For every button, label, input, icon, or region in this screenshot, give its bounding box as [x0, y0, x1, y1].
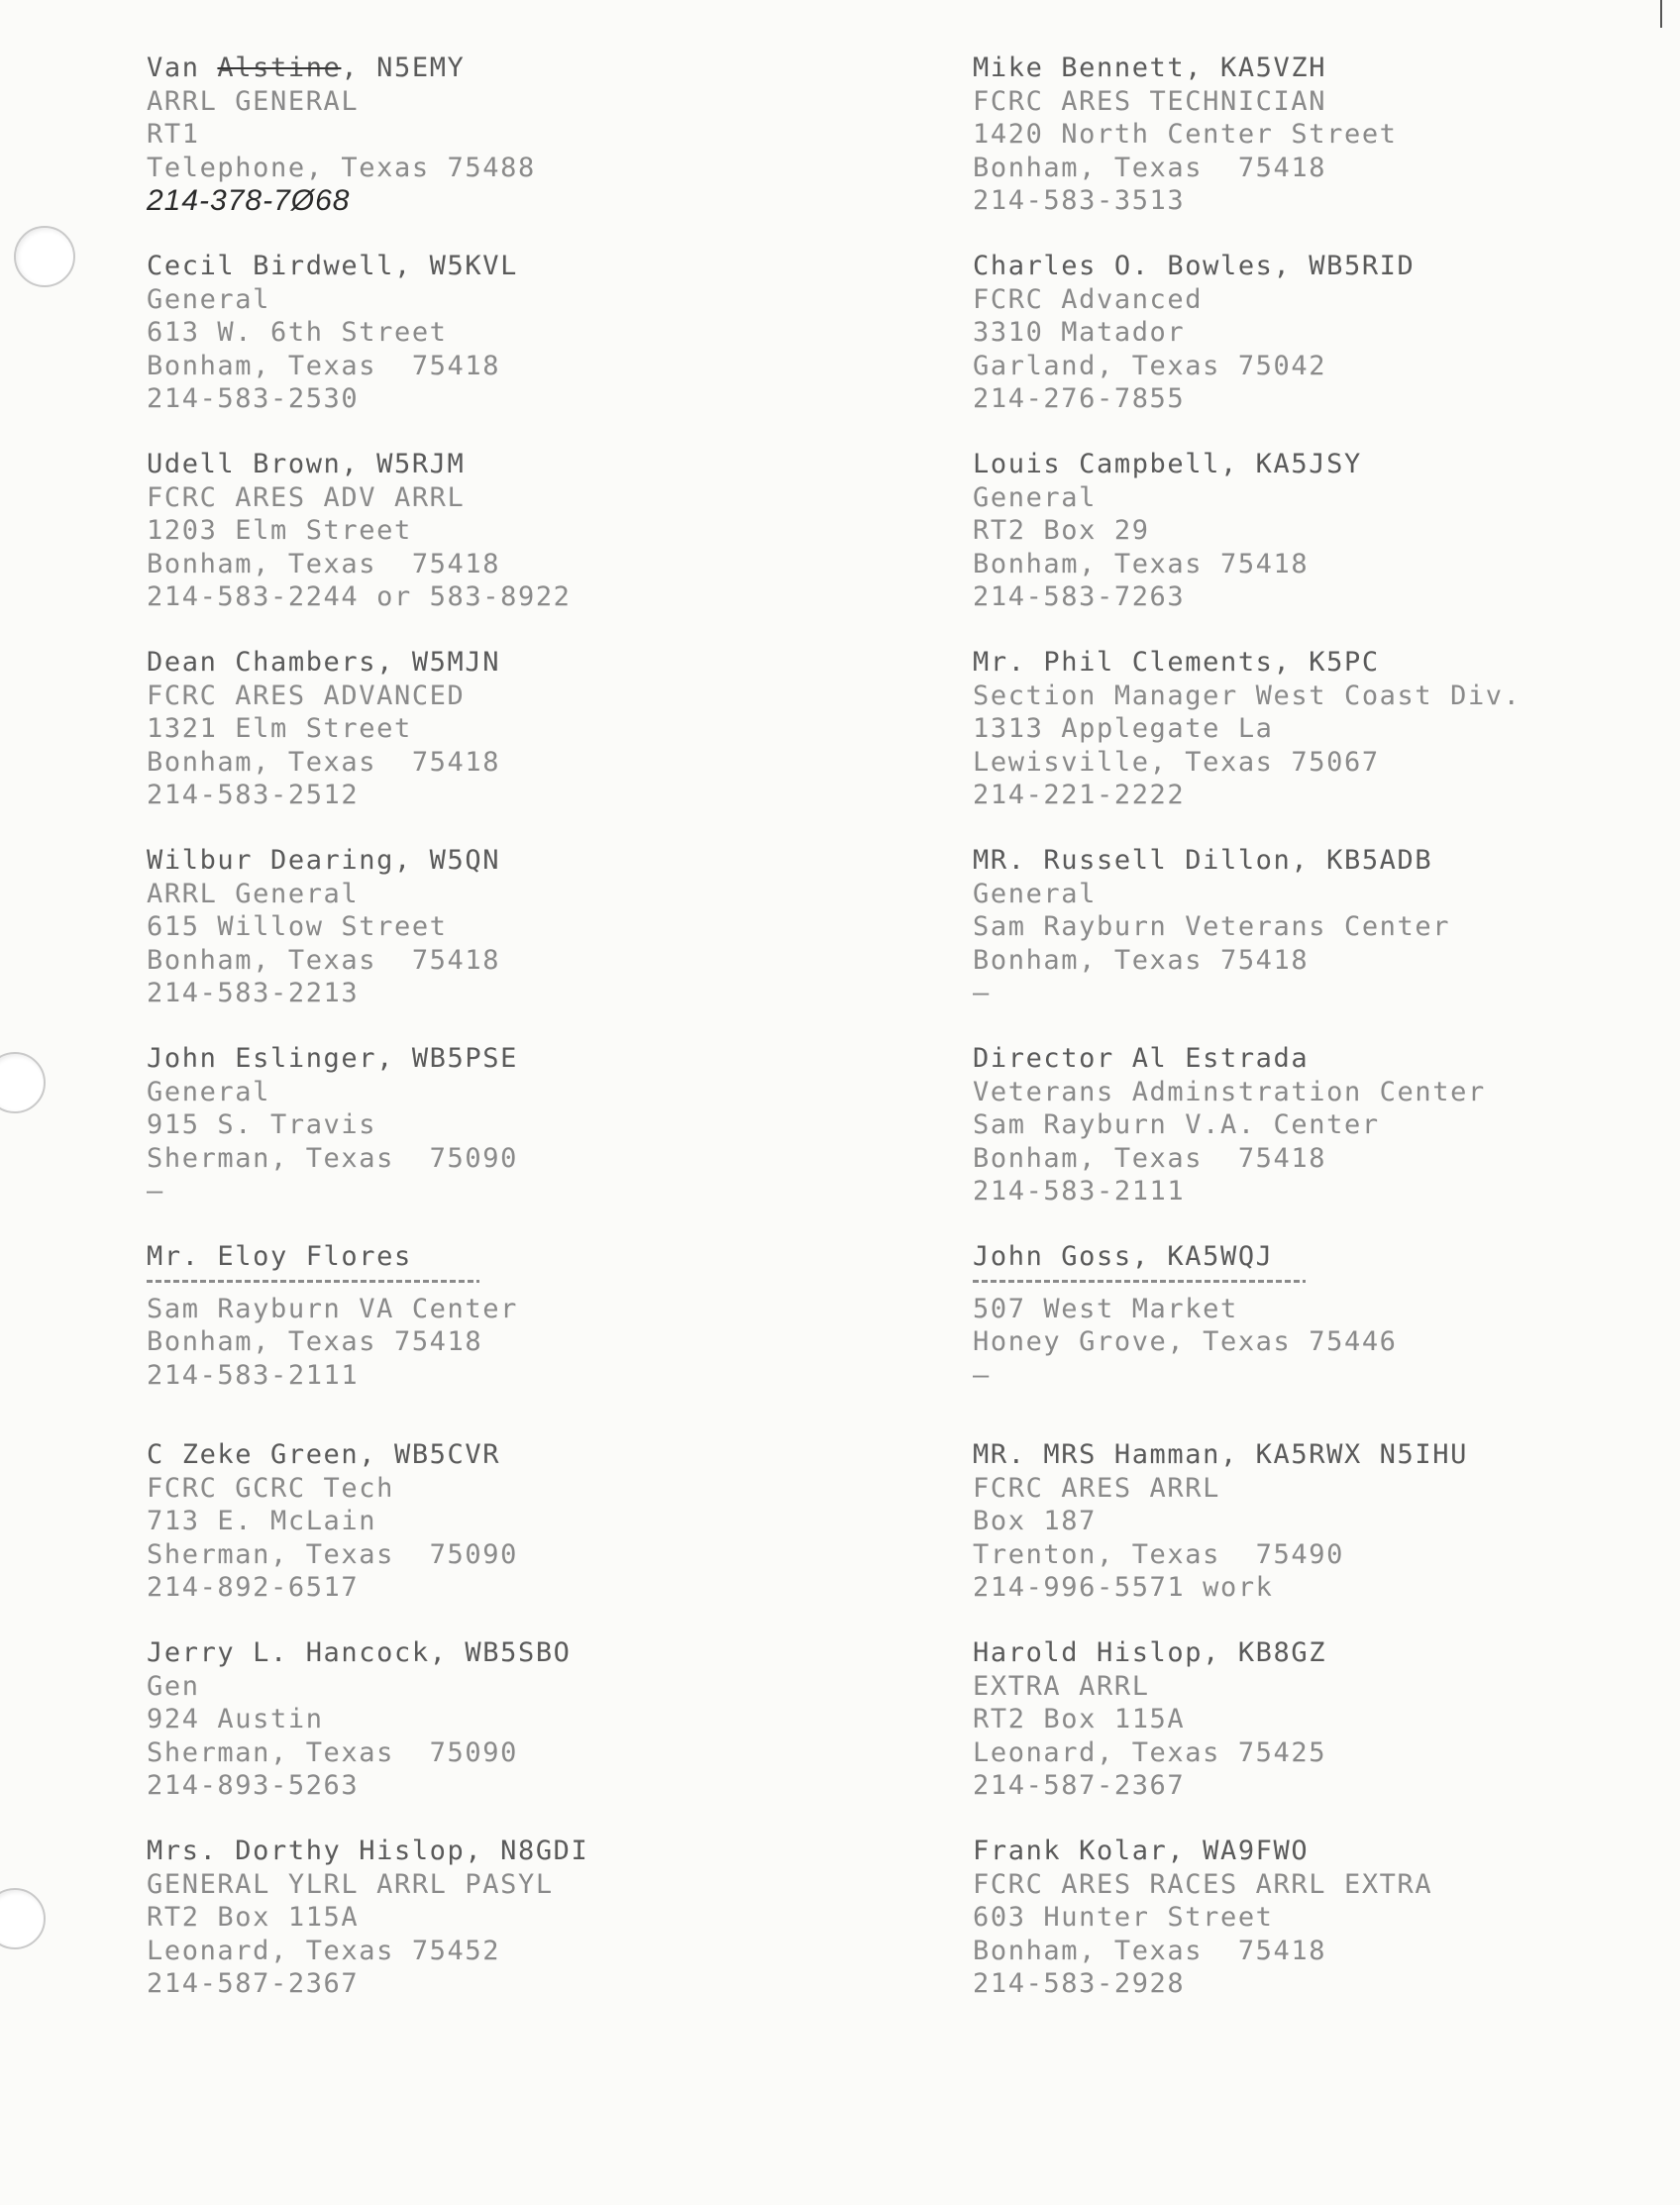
entry-name-line: MR. MRS Hamman, KA5RWX N5IHU	[973, 1439, 1468, 1470]
entry-name-line: Cecil Birdwell, W5KVL	[147, 251, 518, 281]
struck-name-text: Alstine	[217, 52, 342, 83]
left-entry	[147, 1636, 781, 1803]
entry-name-line: MR. Russell Dillon, KB5ADB	[973, 845, 1433, 876]
entry-address-line: Box 187	[973, 1506, 1097, 1536]
entry-city-line: Sherman, Texas 75090	[147, 1736, 518, 1768]
entry-name-line: Frank Kolar, WA9FWO	[973, 1836, 1310, 1866]
left-entry	[147, 250, 781, 416]
entry-license-line: FCRC ARES ADVANCED	[147, 680, 466, 711]
entry-city-line: Bonham, Texas 75418	[973, 944, 1310, 976]
entry-license-line: General	[973, 481, 1097, 513]
left-entry	[147, 646, 781, 812]
right-entry	[973, 52, 1607, 218]
punch-hole-middle	[0, 1052, 46, 1113]
entry-name-line: Wilbur Dearing, W5QN	[147, 845, 501, 876]
entry-phone-line: —	[973, 978, 991, 1008]
entry-phone-line: 214-583-3513	[973, 185, 1186, 216]
handwritten-phone: 214-378-7Ø68	[147, 184, 351, 217]
dotted-underline	[147, 1280, 479, 1283]
entry-city-line: Bonham, Texas 75418	[973, 1935, 1327, 1966]
entry-city-line: Sherman, Texas 75090	[147, 1142, 518, 1174]
edge-mark	[1660, 0, 1662, 28]
entry-address-line: 613 W. 6th Street	[147, 317, 448, 348]
entry-phone-line: 214-587-2367	[147, 1968, 360, 1999]
entry-city-line: Lewisville, Texas 75067	[973, 746, 1380, 778]
entry-phone-line: 214-892-6517	[147, 1572, 360, 1603]
entry-city-line: Bonham, Texas 75418	[147, 548, 501, 579]
entry-name-line: Mike Bennett, KA5VZH	[973, 52, 1327, 83]
entry-phone-line: 214-583-7263	[973, 581, 1186, 612]
entry-name-line	[147, 52, 781, 85]
left-entry	[147, 1835, 781, 2001]
left-entry	[147, 1438, 781, 1605]
left-entry	[147, 448, 781, 614]
entry-city-line: Trenton, Texas 75490	[973, 1538, 1344, 1570]
right-entry	[973, 250, 1607, 416]
dotted-underline	[973, 1280, 1306, 1283]
right-entry	[973, 646, 1607, 812]
entry-name-line: Dean Chambers, W5MJN	[147, 647, 501, 678]
right-entry	[973, 1042, 1607, 1208]
punch-hole-top	[14, 226, 75, 287]
entry-license-line: FCRC ARES ADV ARRL	[147, 481, 466, 513]
entry-name-line: Harold Hislop, KB8GZ	[973, 1637, 1327, 1668]
entry-address-line: 915 S. Travis	[147, 1109, 377, 1140]
entry-city-line: Bonham, Texas 75418	[973, 548, 1310, 579]
name-text: Van	[147, 52, 218, 83]
right-entry	[973, 844, 1607, 1010]
right-entry	[973, 1240, 1607, 1392]
entry-address-line: 1313 Applegate La	[973, 713, 1274, 744]
entry-license-line: FCRC ARES ARRL	[973, 1472, 1220, 1504]
entry-city-line: Bonham, Texas 75418	[147, 944, 501, 976]
entry-license-line: ARRL General	[147, 878, 360, 909]
entry-address-line: 1203 Elm Street	[147, 515, 412, 546]
entry-name-line: Louis Campbell, KA5JSY	[973, 449, 1362, 479]
entry-phone-line: 214-221-2222	[973, 780, 1186, 810]
entry-phone-line: —	[973, 1359, 991, 1391]
entry-license-line: FCRC Advanced	[973, 283, 1204, 315]
entry-license-line: General	[147, 283, 270, 315]
entry-license-line: ARRL GENERAL	[147, 85, 360, 117]
left-entry	[147, 52, 781, 218]
entry-city-line: Bonham, Texas 75418	[147, 350, 501, 381]
right-entry	[973, 1438, 1607, 1605]
entry-address-line: 1321 Elm Street	[147, 713, 412, 744]
left-entry	[147, 844, 781, 1010]
entry-name-line: John Eslinger, WB5PSE	[147, 1043, 518, 1074]
right-entry	[973, 448, 1607, 614]
entry-address-line: RT2 Box 115A	[147, 1902, 360, 1933]
entry-name-line: Udell Brown, W5RJM	[147, 449, 466, 479]
entry-address-line: 507 West Market	[973, 1293, 1238, 1324]
entry-name-line: John Goss, KA5WQJ	[973, 1241, 1274, 1272]
entry-license-line: EXTRA ARRL	[973, 1670, 1150, 1702]
entry-phone-line: 214-583-2928	[973, 1968, 1186, 1999]
entry-phone-line: 214-583-2111	[973, 1176, 1186, 1207]
left-entry	[147, 1240, 781, 1392]
entry-phone-line: —	[147, 1176, 164, 1207]
entry-city-line: Honey Grove, Texas 75446	[973, 1326, 1398, 1357]
entry-license-line: FCRC ARES RACES ARRL EXTRA	[973, 1868, 1433, 1900]
entry-city-line: Bonham, Texas 75418	[973, 1142, 1327, 1174]
entry-license-line: FCRC ARES TECHNICIAN	[973, 85, 1327, 117]
entry-address-line: 924 Austin	[147, 1704, 324, 1734]
entry-license-line: GENERAL YLRL ARRL PASYL	[147, 1868, 554, 1900]
entry-address-line: RT2 Box 115A	[973, 1704, 1186, 1734]
entry-address-line: Sam Rayburn V.A. Center	[973, 1109, 1380, 1140]
entry-phone-line: 214-583-2111	[147, 1359, 360, 1391]
entry-phone-line: 214-996-5571 work	[973, 1572, 1274, 1603]
entry-name-line: Jerry L. Hancock, WB5SBO	[147, 1637, 572, 1668]
entry-name-line: Director Al Estrada	[973, 1043, 1310, 1074]
entry-name-line: C Zeke Green, WB5CVR	[147, 1439, 501, 1470]
entry-name-line: Mr. Eloy Flores	[147, 1241, 412, 1272]
entry-address-line: RT1	[147, 119, 200, 150]
entry-phone-line: 214-587-2367	[973, 1770, 1186, 1801]
entry-license-line: Veterans Adminstration Center	[973, 1076, 1486, 1107]
entry-city-line: Garland, Texas 75042	[973, 350, 1327, 381]
entry-name-line: Mrs. Dorthy Hislop, N8GDI	[147, 1836, 589, 1866]
entry-city-line: Bonham, Texas 75418	[147, 746, 501, 778]
entry-license-line: General	[973, 878, 1097, 909]
entry-city-line: Telephone, Texas 75488	[147, 152, 536, 183]
entry-address-line: 3310 Matador	[973, 317, 1186, 348]
entry-phone-line: 214-583-2244 or 583-8922	[147, 581, 572, 612]
entry-name-line: Charles O. Bowles, WB5RID	[973, 251, 1416, 281]
left-entry	[147, 1042, 781, 1208]
entry-name-line: Mr. Phil Clements, K5PC	[973, 647, 1380, 678]
entry-address-line: 713 E. McLain	[147, 1506, 377, 1536]
entry-license-line: Gen	[147, 1670, 200, 1702]
callsign-text: , N5EMY	[341, 52, 466, 83]
right-entry	[973, 1636, 1607, 1803]
entry-city-line: Leonard, Texas 75425	[973, 1736, 1327, 1768]
entry-city-line: Sherman, Texas 75090	[147, 1538, 518, 1570]
entry-city-line: Bonham, Texas 75418	[973, 152, 1327, 183]
entry-phone-line: 214-583-2530	[147, 383, 360, 414]
entry-license-line: General	[147, 1076, 270, 1107]
entry-phone-line: 214-583-2512	[147, 780, 360, 810]
entry-phone-line: 214-893-5263	[147, 1770, 360, 1801]
entry-license-line: Section Manager West Coast Div.	[973, 680, 1522, 711]
entry-address-line: RT2 Box 29	[973, 515, 1150, 546]
punch-hole-bottom	[0, 1888, 46, 1949]
entry-city-line: Leonard, Texas 75452	[147, 1935, 501, 1966]
entry-address-line: 603 Hunter Street	[973, 1902, 1274, 1933]
right-entry	[973, 1835, 1607, 2001]
entry-phone-line: 214-583-2213	[147, 978, 360, 1008]
entry-address-line: 615 Willow Street	[147, 911, 448, 942]
entry-license-line: FCRC GCRC Tech	[147, 1472, 394, 1504]
entry-address-line: Sam Rayburn Veterans Center	[973, 911, 1451, 942]
entry-address-line: 1420 North Center Street	[973, 119, 1398, 150]
entry-city-line: Bonham, Texas 75418	[147, 1326, 483, 1357]
entry-phone-line: 214-276-7855	[973, 383, 1186, 414]
entry-address-line: Sam Rayburn VA Center	[147, 1293, 518, 1324]
